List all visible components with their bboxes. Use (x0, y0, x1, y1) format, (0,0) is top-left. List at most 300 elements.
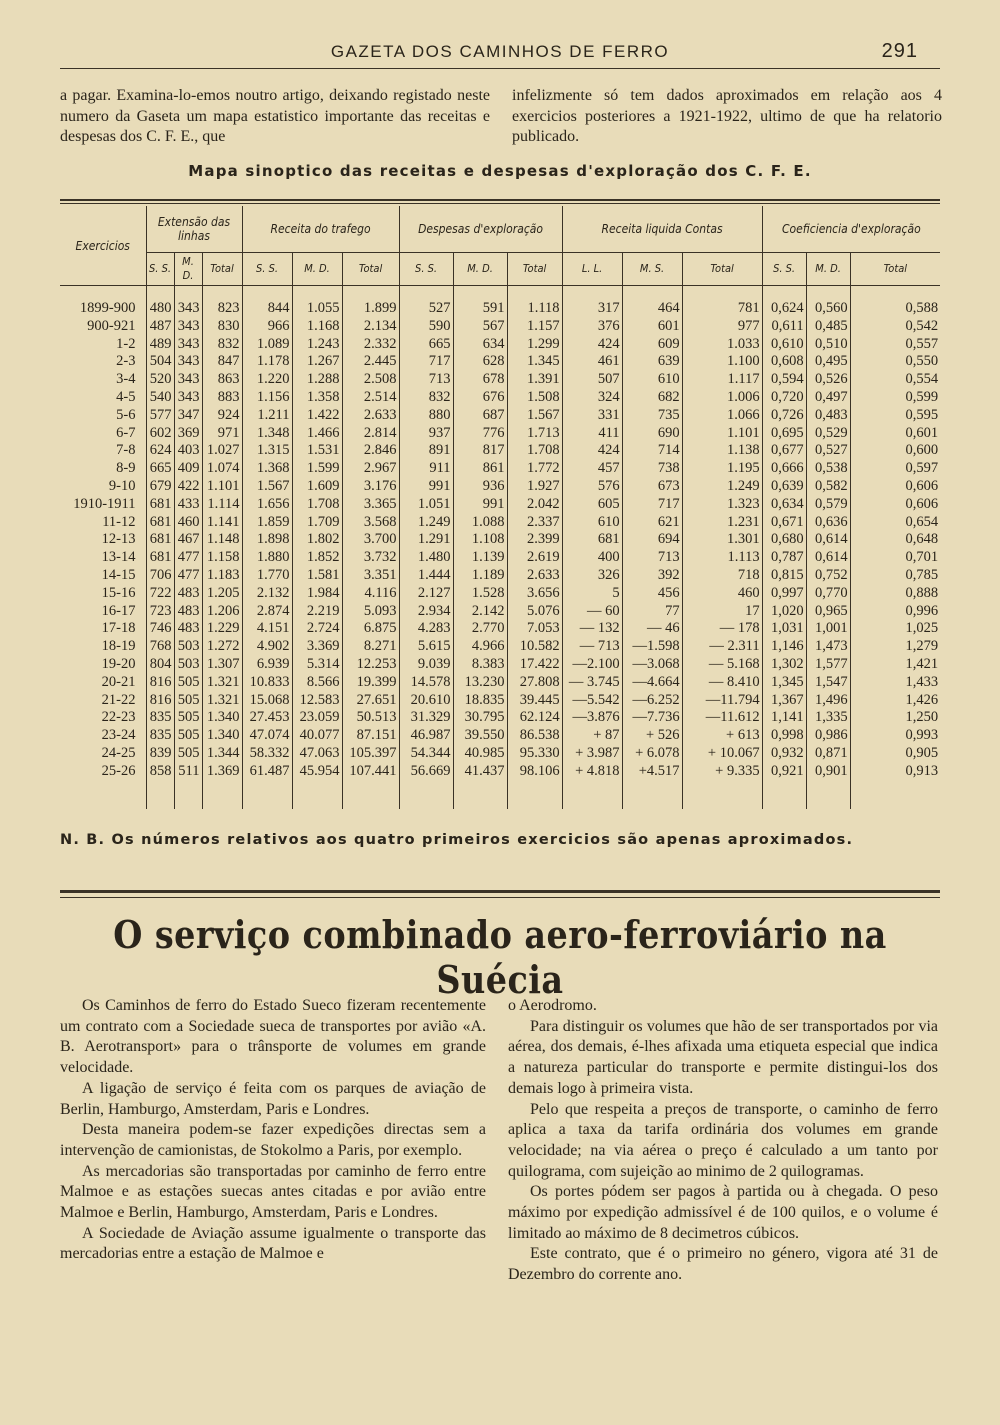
statistics-table (60, 206, 940, 809)
table-cell: 2.132 (242, 585, 292, 603)
table-cell: 0,597 (850, 460, 940, 478)
table-cell: 3.365 (342, 496, 399, 514)
table-cell: 1.148 (202, 531, 242, 549)
header-despesas: Despesas d'exploração (399, 206, 562, 253)
table-cell: 781 (682, 300, 762, 318)
table-cell: 832 (202, 336, 242, 354)
table-cell: 95.330 (507, 745, 562, 763)
table-cell: 0,787 (762, 549, 806, 567)
table-cell: 464 (622, 300, 682, 318)
table-cell: 0,905 (850, 745, 940, 763)
table-cell: — 178 (682, 620, 762, 638)
row-exercicio-cell: 11-12 (102, 513, 136, 530)
table-cell: 0,614 (806, 549, 850, 567)
table-cell: 1,426 (850, 692, 940, 710)
table-cell: 681 (146, 549, 174, 567)
table-cell: 47.063 (292, 745, 342, 763)
table-top-rule-thin (60, 203, 940, 204)
table-cell: 0,654 (850, 514, 940, 532)
table-cell: 1,496 (806, 692, 850, 710)
article-paragraph-continuation: o Aerodromo. (508, 997, 597, 1014)
table-cell: 681 (562, 531, 622, 549)
table-cell: 3.732 (342, 549, 399, 567)
table-cell: 1.101 (202, 478, 242, 496)
table-cell: 0,921 (762, 763, 806, 781)
table-cell: 1.113 (682, 549, 762, 567)
table-cell: 1,141 (762, 709, 806, 727)
table-cell: 1.089 (242, 336, 292, 354)
table-cell: 17.422 (507, 656, 562, 674)
table-cell: 2.219 (292, 603, 342, 621)
table-cell: 1.369 (202, 763, 242, 781)
table-cell: 0,614 (806, 531, 850, 549)
sub-header: M. D. (806, 253, 850, 286)
table-cell: 1.066 (682, 407, 762, 425)
sub-header: Total (342, 253, 399, 286)
table-row (60, 709, 940, 727)
table-cell: 1.321 (202, 674, 242, 692)
table-cell: 0,815 (762, 567, 806, 585)
table-row (60, 638, 940, 656)
row-exercicio-cell: 18-19 (101, 638, 136, 655)
table-cell: 847 (202, 353, 242, 371)
row-exercicio-cell: 17-18 (101, 620, 136, 637)
table-cell: 2.399 (507, 531, 562, 549)
table-cell: 966 (242, 318, 292, 336)
table-cell: 0,579 (806, 496, 850, 514)
table-cell: 1.189 (453, 567, 507, 585)
table-cell: 10.582 (507, 638, 562, 656)
table-cell: 628 (453, 353, 507, 371)
table-cell: 1.249 (399, 514, 453, 532)
table-cell: 4.116 (342, 585, 399, 603)
table-cell: —4.664 (622, 674, 682, 692)
table-cell: 1.299 (507, 336, 562, 354)
table-sub-header-row (60, 253, 940, 286)
table-cell: 331 (562, 407, 622, 425)
table-cell: 2.934 (399, 603, 453, 621)
row-exercicio-cell: 7-8 (116, 442, 136, 459)
table-cell: 4.902 (242, 638, 292, 656)
table-cell: 0,611 (762, 318, 806, 336)
table-cell: 717 (622, 496, 682, 514)
table-cell: 1,302 (762, 656, 806, 674)
row-exercicio-cell: 16-17 (101, 602, 136, 619)
table-cell: 1,146 (762, 638, 806, 656)
table-cell: 527 (399, 300, 453, 318)
table-cell: 1.315 (242, 442, 292, 460)
article-paragraph: A Sociedade de Aviação assume igualmente o transporte das mercadorias entre a estação de Malmoe e (60, 1224, 486, 1263)
table-cell: 735 (622, 407, 682, 425)
table-cell: 1,345 (762, 674, 806, 692)
sub-header: Total (682, 253, 762, 286)
table-cell: 1.770 (242, 567, 292, 585)
table-cell: 718 (682, 567, 762, 585)
table-cell: 1.168 (292, 318, 342, 336)
table-cell: 0,888 (850, 585, 940, 603)
table-cell: 1.158 (202, 549, 242, 567)
table-cell: 1.231 (682, 514, 762, 532)
table-cell: 1.156 (242, 389, 292, 407)
table-cell: 343 (174, 353, 202, 371)
header-extensao: Extensão das linhas (146, 206, 242, 253)
table-cell: 2.633 (507, 567, 562, 585)
table-cell: + 3.987 (562, 745, 622, 763)
table-cell: 1.984 (292, 585, 342, 603)
table-cell: 924 (202, 407, 242, 425)
table-cell: 1.114 (202, 496, 242, 514)
table-cell: 409 (174, 460, 202, 478)
table-cell: 422 (174, 478, 202, 496)
table-cell: 477 (174, 549, 202, 567)
table-row (60, 389, 940, 407)
table-cell: 47.074 (242, 727, 292, 745)
table-cell: 1.802 (292, 531, 342, 549)
table-cell: 0,595 (850, 407, 940, 425)
table-cell: 1.927 (507, 478, 562, 496)
table-cell: —5.542 (562, 692, 622, 710)
table-cell: 1.368 (242, 460, 292, 478)
table-cell: 863 (202, 371, 242, 389)
publication-title: GAZETA DOS CAMINHOS DE FERRO (330, 42, 670, 61)
row-exercicio-cell: 2-3 (116, 353, 136, 370)
table-cell: 624 (146, 442, 174, 460)
row-exercicio-cell: 13-14 (101, 549, 136, 566)
table-cell: 1.220 (242, 371, 292, 389)
table-cell: 768 (146, 638, 174, 656)
table-row (60, 371, 940, 389)
table-cell: 839 (146, 745, 174, 763)
table-cell: 937 (399, 425, 453, 443)
table-cell: 776 (453, 425, 507, 443)
sub-header: Total (202, 253, 242, 286)
table-cell: 1.340 (202, 727, 242, 745)
table-cell: 1.088 (453, 514, 507, 532)
table-cell: 0,726 (762, 407, 806, 425)
row-exercicio-cell: 23-24 (101, 727, 136, 744)
table-cell: 591 (453, 300, 507, 318)
table-row (60, 567, 940, 585)
row-exercicio-cell: 4-5 (116, 388, 136, 405)
table-cell: 504 (146, 353, 174, 371)
table-cell: 0,785 (850, 567, 940, 585)
table-cell: 682 (622, 389, 682, 407)
table-cell: 694 (622, 531, 682, 549)
row-exercicio-cell: 14-15 (101, 566, 136, 583)
table-cell: 4.966 (453, 638, 507, 656)
sub-header: S. S. (399, 253, 453, 286)
table-cell: 0,594 (762, 371, 806, 389)
table-cell: 0,550 (850, 353, 940, 371)
table-cell: 1.508 (507, 389, 562, 407)
table-cell: 687 (453, 407, 507, 425)
table-cell: 0,965 (806, 603, 850, 621)
table-cell: 1.108 (453, 531, 507, 549)
table-cell: 343 (174, 318, 202, 336)
table-cell: 40.985 (453, 745, 507, 763)
table-cell: 460 (682, 585, 762, 603)
table-cell: 7.053 (507, 620, 562, 638)
table-cell: 483 (174, 585, 202, 603)
table-cell: + 6.078 (622, 745, 682, 763)
table-cell: 456 (622, 585, 682, 603)
table-cell: —3.876 (562, 709, 622, 727)
table-cell: —11.612 (682, 709, 762, 727)
table-cell: 0,588 (850, 300, 940, 318)
table-spacer-row (60, 286, 940, 301)
table-cell: 1.118 (507, 300, 562, 318)
table-cell: 676 (453, 389, 507, 407)
table-cell: 0,677 (762, 442, 806, 460)
table-cell: — 5.168 (682, 656, 762, 674)
table-cell: 0,529 (806, 425, 850, 443)
table-cell: 1,433 (850, 674, 940, 692)
table-cell: 1.772 (507, 460, 562, 478)
table-cell: — 46 (622, 620, 682, 638)
table-cell: 1.531 (292, 442, 342, 460)
sub-header: M. D. (292, 253, 342, 286)
table-cell: 991 (453, 496, 507, 514)
table-cell: 2.846 (342, 442, 399, 460)
table-cell: 50.513 (342, 709, 399, 727)
table-cell: 3.176 (342, 478, 399, 496)
table-cell: 679 (146, 478, 174, 496)
table-cell: 1.345 (507, 353, 562, 371)
table-cell: 1.852 (292, 549, 342, 567)
table-cell: 62.124 (507, 709, 562, 727)
table-cell: 10.833 (242, 674, 292, 692)
table-cell: 861 (453, 460, 507, 478)
table-cell: 576 (562, 478, 622, 496)
table-cell: 6.875 (342, 620, 399, 638)
header-coeficiencia: Coeficiencia d'exploração (762, 206, 940, 253)
table-cell: 971 (202, 425, 242, 443)
table-cell: 54.344 (399, 745, 453, 763)
table-cell: 487 (146, 318, 174, 336)
table-cell: 832 (399, 389, 453, 407)
table-cell: 467 (174, 531, 202, 549)
table-cell: 0,495 (806, 353, 850, 371)
table-cell: 816 (146, 674, 174, 692)
table-cell: 324 (562, 389, 622, 407)
table-cell: 0,996 (850, 603, 940, 621)
table-cell: 20.610 (399, 692, 453, 710)
table-row (60, 585, 940, 603)
table-cell: 1.243 (292, 336, 342, 354)
table-cell: 1.206 (202, 603, 242, 621)
table-cell: 610 (622, 371, 682, 389)
table-cell: 489 (146, 336, 174, 354)
table-cell: 12.253 (342, 656, 399, 674)
table-row (60, 514, 940, 532)
table-cell: 2.633 (342, 407, 399, 425)
table-cell: 2.967 (342, 460, 399, 478)
table-cell: 1.027 (202, 442, 242, 460)
table-cell: 0,485 (806, 318, 850, 336)
table-cell: 2.445 (342, 353, 399, 371)
table-cell: 1.288 (292, 371, 342, 389)
table-cell: 400 (562, 549, 622, 567)
table-cell: 457 (562, 460, 622, 478)
table-cell: 746 (146, 620, 174, 638)
table-cell: 0,624 (762, 300, 806, 318)
table-cell: 1,001 (806, 620, 850, 638)
table-cell: 1.291 (399, 531, 453, 549)
table-cell: — 8.410 (682, 674, 762, 692)
table-row (60, 656, 940, 674)
table-cell: 347 (174, 407, 202, 425)
table-cell: 1.348 (242, 425, 292, 443)
table-cell: 5.093 (342, 603, 399, 621)
table-cell: 706 (146, 567, 174, 585)
table-cell: 1.880 (242, 549, 292, 567)
table-cell: 17 (682, 603, 762, 621)
table-cell: 8.566 (292, 674, 342, 692)
table-cell: 610 (562, 514, 622, 532)
table-cell: 2.127 (399, 585, 453, 603)
table-cell: 0,680 (762, 531, 806, 549)
table-cell: 1.567 (507, 407, 562, 425)
table-cell: 0,538 (806, 460, 850, 478)
table-cell: 8.383 (453, 656, 507, 674)
table-cell: 0,997 (762, 585, 806, 603)
table-cell: 2.514 (342, 389, 399, 407)
table-cell: 0,634 (762, 496, 806, 514)
table-cell: 1,025 (850, 620, 940, 638)
table-cell: 41.437 (453, 763, 507, 781)
table-cell: 45.954 (292, 763, 342, 781)
table-cell: 1,473 (806, 638, 850, 656)
table-row (60, 478, 940, 496)
table-cell: 424 (562, 336, 622, 354)
table-row (60, 300, 940, 318)
table-cell: 590 (399, 318, 453, 336)
article-left-column (60, 996, 486, 1265)
table-cell: 609 (622, 336, 682, 354)
table-cell: — 2.311 (682, 638, 762, 656)
table-cell: 507 (562, 371, 622, 389)
table-cell: 1.183 (202, 567, 242, 585)
table-cell: +4.517 (622, 763, 682, 781)
table-cell: 804 (146, 656, 174, 674)
table-cell: 1.898 (242, 531, 292, 549)
sub-header: S. S. (146, 253, 174, 286)
table-cell: 0,695 (762, 425, 806, 443)
table-cell: 0,582 (806, 478, 850, 496)
table-cell: + 4.818 (562, 763, 622, 781)
table-cell: 0,600 (850, 442, 940, 460)
table-cell: 601 (622, 318, 682, 336)
table-cell: 977 (682, 318, 762, 336)
table-cell: 1.899 (342, 300, 399, 318)
table-cell: 681 (146, 514, 174, 532)
table-cell: 0,752 (806, 567, 850, 585)
table-cell: 1.391 (507, 371, 562, 389)
table-row (60, 425, 940, 443)
table-cell: 0,639 (762, 478, 806, 496)
table-title: Mapa sinoptico das receitas e despesas d'exploração dos C. F. E. (188, 162, 812, 180)
table-cell: 577 (146, 407, 174, 425)
table-cell: 27.453 (242, 709, 292, 727)
article-paragraph: As mercadorias são transportadas por caminho de ferro entre Malmoe e as estações suecas antes citadas e por avião entre Malmoe e Berlin, Hamburgo, Amsterdam, Paris e Londres. (60, 1162, 486, 1222)
table-cell: 0,526 (806, 371, 850, 389)
table-cell: —2.100 (562, 656, 622, 674)
table-cell: + 613 (682, 727, 762, 745)
article-paragraph: Os Caminhos de ferro do Estado Sueco fizeram recentemente um contrato com a Sociedade sueca de transportes por avião «A. B. Aerotransport» para o trânsporte de volumes em grande velocidade. (60, 997, 486, 1077)
table-cell: 343 (174, 371, 202, 389)
table-cell: 56.669 (399, 763, 453, 781)
table-cell: + 9.335 (682, 763, 762, 781)
table-cell: 0,871 (806, 745, 850, 763)
page-number: 291 (881, 40, 918, 62)
table-cell: 86.538 (507, 727, 562, 745)
table-cell: 0,557 (850, 336, 940, 354)
table-cell: 0,606 (850, 496, 940, 514)
table-cell: 1.141 (202, 514, 242, 532)
intro-left-column: a pagar. Examina-lo-emos noutro artigo, deixando registado neste numero da Gaseta um mapa estatistico importante das receitas e despesas dos C. F. E., que (60, 87, 490, 145)
table-group-header-row (60, 206, 940, 253)
table-cell: 2.142 (453, 603, 507, 621)
table-cell: 1.422 (292, 407, 342, 425)
table-cell: 0,483 (806, 407, 850, 425)
table-cell: 0,527 (806, 442, 850, 460)
table-row (60, 692, 940, 710)
table-cell: 1.205 (202, 585, 242, 603)
table-row (60, 745, 940, 763)
table-cell: 376 (562, 318, 622, 336)
table-cell: 1.301 (682, 531, 762, 549)
table-cell: 1.480 (399, 549, 453, 567)
table-cell: 540 (146, 389, 174, 407)
table-cell: 678 (453, 371, 507, 389)
table-cell: — 132 (562, 620, 622, 638)
table-cell: + 10.067 (682, 745, 762, 763)
table-cell: 936 (453, 478, 507, 496)
table-cell: 13.230 (453, 674, 507, 692)
table-cell: 505 (174, 745, 202, 763)
table-cell: 23.059 (292, 709, 342, 727)
table-cell: 681 (146, 496, 174, 514)
table-cell: 1,547 (806, 674, 850, 692)
table-cell: 1.656 (242, 496, 292, 514)
table-cell: 1,577 (806, 656, 850, 674)
table-cell: 690 (622, 425, 682, 443)
table-cell: 1.599 (292, 460, 342, 478)
table-cell: 8.271 (342, 638, 399, 656)
table-cell: 477 (174, 567, 202, 585)
table-cell: 1.444 (399, 567, 453, 585)
sub-header: Total (507, 253, 562, 286)
table-cell: 105.397 (342, 745, 399, 763)
row-exercicio-cell: 5-6 (116, 406, 136, 423)
row-exercicio-cell: 24-25 (101, 744, 136, 761)
table-cell: 738 (622, 460, 682, 478)
table-cell: 621 (622, 514, 682, 532)
table-cell: 505 (174, 727, 202, 745)
table-cell: 2.814 (342, 425, 399, 443)
table-cell: 2.332 (342, 336, 399, 354)
table-cell: 1.055 (292, 300, 342, 318)
table-cell: 503 (174, 638, 202, 656)
table-cell: 505 (174, 709, 202, 727)
table-cell: 58.332 (242, 745, 292, 763)
table-cell: 673 (622, 478, 682, 496)
row-exercicio-cell: 21-22 (101, 691, 136, 708)
table-cell: 858 (146, 763, 174, 781)
table-cell: 0,606 (850, 478, 940, 496)
table-cell: —7.736 (622, 709, 682, 727)
row-exercicio-cell: 22-23 (101, 709, 136, 726)
